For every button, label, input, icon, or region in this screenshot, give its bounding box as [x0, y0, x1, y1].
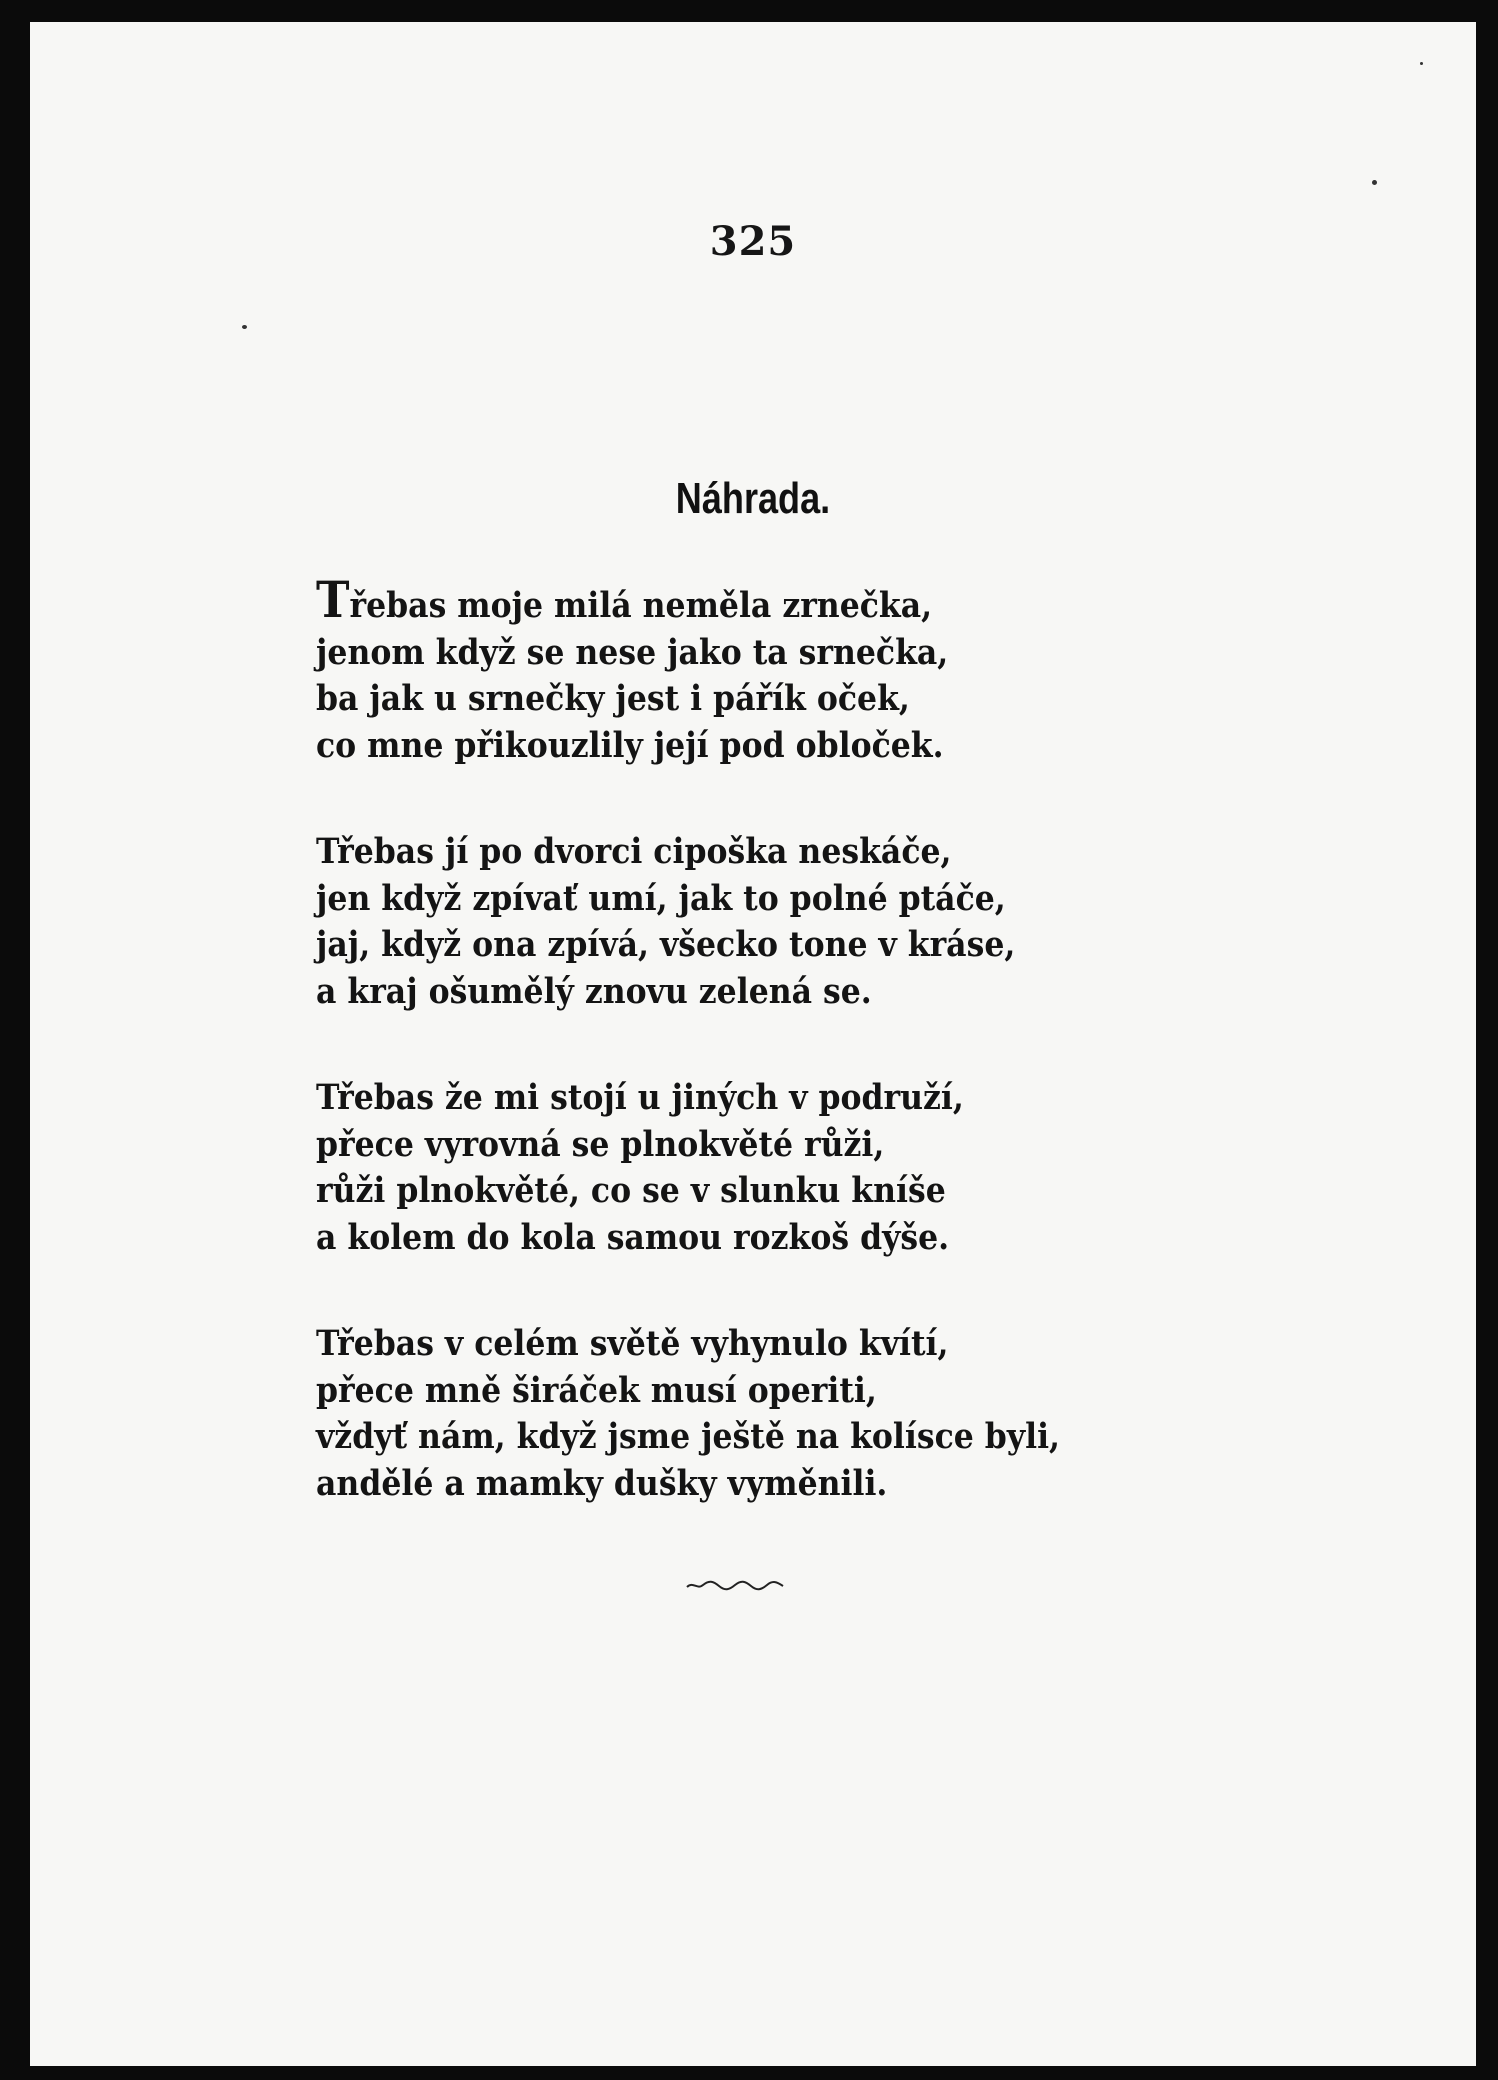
- verse-line: přece mně širáček musí operiti,: [316, 1369, 877, 1411]
- stanza-3: [316, 1075, 1216, 1261]
- poem-body: [316, 570, 1216, 1567]
- verse-line: Třebas v celém světě vyhynulo kvítí,: [316, 1323, 949, 1364]
- verse-line: ba jak u srnečky jest i pářík oček,: [316, 678, 910, 719]
- verse-line: vždyť nám, když jsme ještě na kolísce byli,: [316, 1416, 1061, 1457]
- verse-line: jen když zpívať umí, jak to polné ptáče,: [316, 877, 1006, 919]
- verse-line: a kraj ošumělý znovu zelená se.: [316, 970, 872, 1012]
- print-speck: [242, 325, 247, 329]
- page-number: 325: [709, 218, 797, 265]
- verse-line: co mne přikouzlily její pod obloček.: [316, 724, 944, 766]
- print-speck: [1372, 180, 1377, 185]
- verse-line: jenom když se nese jako ta srnečka,: [316, 631, 949, 673]
- verse-line: [316, 570, 1216, 630]
- verse-line: a kolem do kola samou rozkoš dýše.: [316, 1216, 950, 1258]
- stanza-4: [316, 1321, 1216, 1507]
- verse-line: andělé a mamky dušky vyměnili.: [316, 1462, 888, 1504]
- verse-line: Třebas že mi stojí u jiných v podruží,: [316, 1077, 964, 1118]
- book-page: [30, 22, 1476, 2066]
- verse-line-text: řebas moje milá neměla zrnečka,: [349, 585, 933, 626]
- poem-title: Náhrada.: [675, 474, 831, 523]
- verse-line: růži plnokvěté, co se v slunku kníše: [316, 1170, 946, 1211]
- verse-line: Třebas jí po dvorci cipoška neskáče,: [316, 831, 952, 872]
- print-speck: [1420, 62, 1423, 65]
- stanza-1: [316, 570, 1216, 769]
- verse-line: jaj, když ona zpívá, všecko tone v kráse,: [316, 924, 1016, 965]
- initial-letter: T: [316, 570, 350, 629]
- end-ornament-icon: [685, 1578, 785, 1592]
- stanza-2: [316, 829, 1216, 1015]
- verse-line: přece vyrovná se plnokvěté růži,: [316, 1123, 885, 1165]
